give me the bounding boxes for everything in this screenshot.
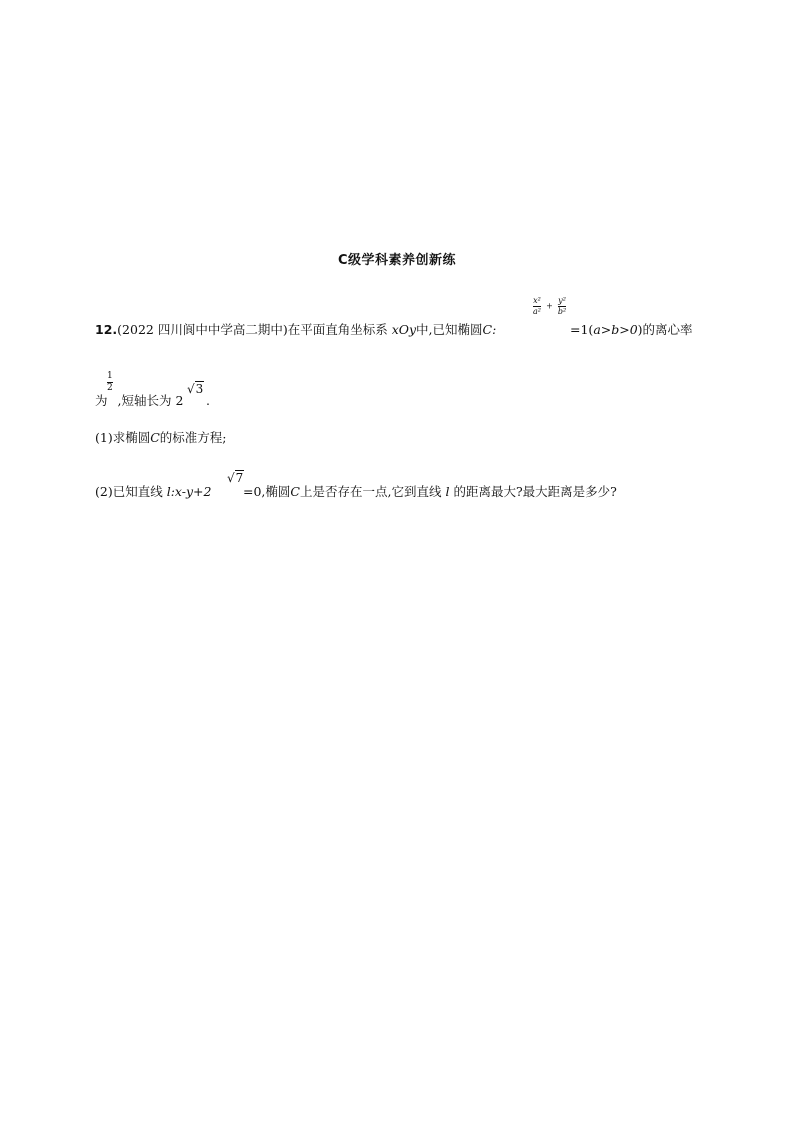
subquestion-1-end: 的标准方程;: [159, 430, 227, 445]
eccentricity-numerator: 1: [107, 371, 113, 381]
line-equation-sqrt: √7: [227, 471, 244, 485]
subquestion-1-var: C: [150, 430, 160, 445]
subquestion-2-mid: 上是否存在一点,它到直线: [299, 484, 442, 499]
short-axis-sqrt: √3: [187, 382, 204, 396]
curve-name: C:: [482, 322, 497, 337]
subquestion-2-equals: =0,椭圆: [243, 484, 291, 499]
question-line-1-end: [570, 324, 693, 337]
coordinate-system-var: xOy: [391, 322, 417, 337]
line2-end: .: [206, 393, 210, 408]
ellipse-plus: +: [546, 301, 553, 311]
subquestion-1: [95, 432, 227, 445]
line-equation: l:x-y+2: [166, 484, 212, 499]
eccentricity-label: )的离心率: [637, 322, 693, 337]
ellipse-x-fraction: [533, 297, 541, 316]
line-equation-sqrt-value: 7: [235, 471, 244, 485]
short-axis-text: ,短轴长为 2: [117, 393, 184, 408]
subquestion-2-start: [95, 486, 211, 499]
subquestion-2-lead: (2)已知直线: [95, 484, 163, 499]
subquestion-2-rest: [243, 486, 617, 499]
ellipse-y-denominator: b²: [557, 307, 567, 316]
equation-equals: =1(: [570, 322, 594, 337]
ellipse-equation: [533, 296, 566, 316]
ellipse-x-denominator: a²: [533, 307, 541, 316]
subquestion-2-end: 的距离最大?最大距离是多少?: [453, 484, 617, 499]
question-line-2: [95, 395, 183, 408]
ellipse-condition: a>b>0: [593, 322, 638, 337]
question-source-text: (2022 四川阆中中学高二期中)在平面直角坐标系: [117, 322, 388, 337]
subquestion-2-var: C: [290, 484, 300, 499]
line2-lead: 为: [95, 393, 108, 408]
eccentricity-denominator: 2: [107, 383, 113, 393]
subquestion-2-line-var: l: [445, 484, 450, 499]
short-axis-sqrt-value: 3: [195, 382, 204, 396]
question-line-1: [95, 324, 496, 337]
ellipse-x-numerator: x²: [533, 296, 541, 305]
question-text-ellipse: 中,已知椭圆: [416, 322, 483, 337]
ellipse-y-numerator: y²: [558, 296, 566, 305]
eccentricity-fraction: [107, 372, 113, 393]
section-title: C级学科素养创新练: [337, 253, 457, 268]
subquestion-1-text: (1)求椭圆: [95, 430, 151, 445]
question-number: 12.: [95, 322, 118, 337]
ellipse-y-fraction: [558, 297, 566, 316]
